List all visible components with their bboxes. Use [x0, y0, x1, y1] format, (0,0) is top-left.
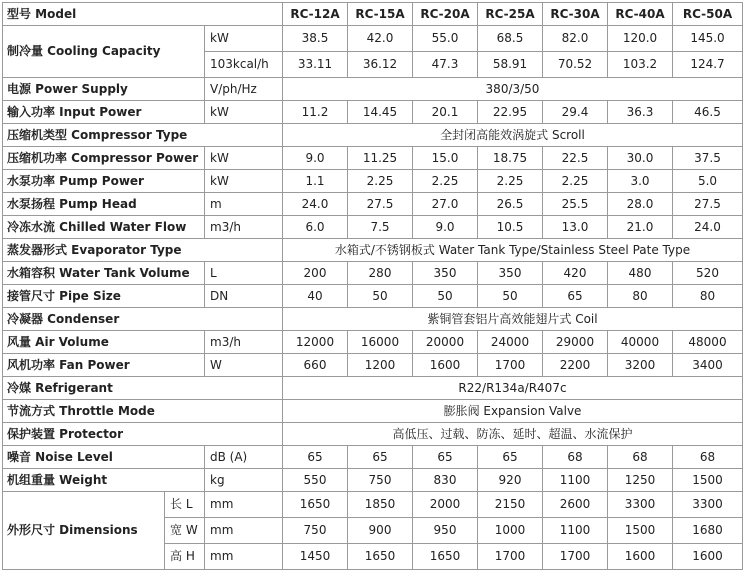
- water-tank-volume-row: [3, 262, 743, 285]
- value-cell: 24000: [478, 331, 543, 354]
- compressor-power-label: 压缩机功率 Compressor Power: [3, 147, 205, 170]
- cooling-row-kw: [3, 26, 743, 52]
- model-header: RC-15A: [348, 3, 413, 26]
- throttle-mode-row: [3, 400, 743, 423]
- value-cell: 27.0: [413, 193, 478, 216]
- noise-level-row: [3, 446, 743, 469]
- value-cell: 520: [673, 262, 743, 285]
- fan-power-label: 风机功率 Fan Power: [3, 354, 205, 377]
- value-cell: 3.0: [608, 170, 673, 193]
- value-cell: 28.0: [608, 193, 673, 216]
- condenser-row: [3, 308, 743, 331]
- protector-value: 高低压、过载、防冻、延时、超温、水流保护: [283, 423, 743, 446]
- value-cell: 2200: [543, 354, 608, 377]
- value-cell: 3400: [673, 354, 743, 377]
- unit-cell: V/ph/Hz: [205, 78, 283, 101]
- value-cell: 2150: [478, 492, 543, 518]
- value-cell: 80: [673, 285, 743, 308]
- value-cell: 280: [348, 262, 413, 285]
- compressor-type-label: 压缩机类型 Compressor Type: [3, 124, 283, 147]
- value-cell: 550: [283, 469, 348, 492]
- value-cell: 68.5: [478, 26, 543, 52]
- throttle-mode-value: 膨胀阀 Expansion Valve: [283, 400, 743, 423]
- dimensions-row-length: [3, 492, 743, 518]
- pump-head-label: 水泵扬程 Pump Head: [3, 193, 205, 216]
- value-cell: 750: [283, 518, 348, 544]
- value-cell: 24.0: [283, 193, 348, 216]
- value-cell: 65: [478, 446, 543, 469]
- evaporator-type-value: 水箱式/不锈钢板式 Water Tank Type/Stainless Steel Pate Type: [283, 239, 743, 262]
- value-cell: 20000: [413, 331, 478, 354]
- air-volume-row: [3, 331, 743, 354]
- unit-cell: DN: [205, 285, 283, 308]
- value-cell: 65: [413, 446, 478, 469]
- compressor-type-row: [3, 124, 743, 147]
- value-cell: 1500: [608, 518, 673, 544]
- value-cell: 27.5: [673, 193, 743, 216]
- value-cell: 40: [283, 285, 348, 308]
- value-cell: 11.2: [283, 101, 348, 124]
- pump-power-label: 水泵功率 Pump Power: [3, 170, 205, 193]
- value-cell: 660: [283, 354, 348, 377]
- chilled-water-flow-label: 冷冻水流 Chilled Water Flow: [3, 216, 205, 239]
- value-cell: 46.5: [673, 101, 743, 124]
- value-cell: 350: [478, 262, 543, 285]
- value-cell: 1700: [478, 354, 543, 377]
- dimension-sub-label: 宽 W: [165, 518, 205, 544]
- weight-row: [3, 469, 743, 492]
- chilled-water-flow-row: [3, 216, 743, 239]
- value-cell: 50: [478, 285, 543, 308]
- value-cell: 1600: [413, 354, 478, 377]
- value-cell: 1100: [543, 469, 608, 492]
- value-cell: 58.91: [478, 52, 543, 78]
- unit-cell: m3/h: [205, 216, 283, 239]
- cooling-label: 制冷量 Cooling Capacity: [3, 26, 205, 78]
- value-cell: 26.5: [478, 193, 543, 216]
- value-cell: 82.0: [543, 26, 608, 52]
- value-cell: 1.1: [283, 170, 348, 193]
- value-cell: 1650: [348, 544, 413, 570]
- value-cell: 1000: [478, 518, 543, 544]
- compressor-type-value: 全封闭高能效涡旋式 Scroll: [283, 124, 743, 147]
- evaporator-type-label: 蒸发器形式 Evaporator Type: [3, 239, 283, 262]
- value-cell: 920: [478, 469, 543, 492]
- value-cell: 1600: [673, 544, 743, 570]
- spec-table: [2, 2, 743, 570]
- pipe-size-label: 接管尺寸 Pipe Size: [3, 285, 205, 308]
- value-cell: 25.5: [543, 193, 608, 216]
- value-cell: 42.0: [348, 26, 413, 52]
- model-header: RC-40A: [608, 3, 673, 26]
- header-label: 型号 Model: [3, 3, 283, 26]
- unit-cell: W: [205, 354, 283, 377]
- power-supply-label: 电源 Power Supply: [3, 78, 205, 101]
- value-cell: 7.5: [348, 216, 413, 239]
- refrigerant-value: R22/R134a/R407c: [283, 377, 743, 400]
- value-cell: 1100: [543, 518, 608, 544]
- value-cell: 40000: [608, 331, 673, 354]
- value-cell: 27.5: [348, 193, 413, 216]
- value-cell: 5.0: [673, 170, 743, 193]
- model-header: RC-12A: [283, 3, 348, 26]
- value-cell: 12000: [283, 331, 348, 354]
- value-cell: 1680: [673, 518, 743, 544]
- value-cell: 3300: [673, 492, 743, 518]
- value-cell: 29.4: [543, 101, 608, 124]
- model-header: RC-20A: [413, 3, 478, 26]
- input-power-label: 输入功率 Input Power: [3, 101, 205, 124]
- unit-cell: kW: [205, 170, 283, 193]
- spec-table-container: [2, 2, 747, 582]
- evaporator-type-row: [3, 239, 743, 262]
- value-cell: 21.0: [608, 216, 673, 239]
- value-cell: 48000: [673, 331, 743, 354]
- value-cell: 65: [543, 285, 608, 308]
- value-cell: 1450: [283, 544, 348, 570]
- unit-cell: dB (A): [205, 446, 283, 469]
- unit-cell: 103kcal/h: [205, 52, 283, 78]
- unit-cell: mm: [205, 518, 283, 544]
- model-header: RC-50A: [673, 3, 743, 26]
- refrigerant-row: [3, 377, 743, 400]
- value-cell: 2600: [543, 492, 608, 518]
- header-row: [3, 3, 743, 26]
- value-cell: 68: [608, 446, 673, 469]
- unit-cell: mm: [205, 544, 283, 570]
- value-cell: 70.52: [543, 52, 608, 78]
- refrigerant-label: 冷媒 Refrigerant: [3, 377, 283, 400]
- value-cell: 1700: [478, 544, 543, 570]
- value-cell: 900: [348, 518, 413, 544]
- value-cell: 22.5: [543, 147, 608, 170]
- value-cell: 36.3: [608, 101, 673, 124]
- value-cell: 10.5: [478, 216, 543, 239]
- model-header: RC-25A: [478, 3, 543, 26]
- value-cell: 3200: [608, 354, 673, 377]
- value-cell: 120.0: [608, 26, 673, 52]
- dimensions-label: 外形尺寸 Dimensions: [3, 492, 165, 570]
- value-cell: 950: [413, 518, 478, 544]
- value-cell: 50: [348, 285, 413, 308]
- value-cell: 145.0: [673, 26, 743, 52]
- value-cell: 24.0: [673, 216, 743, 239]
- value-cell: 22.95: [478, 101, 543, 124]
- value-cell: 2.25: [543, 170, 608, 193]
- condenser-label: 冷凝器 Condenser: [3, 308, 283, 331]
- weight-label: 机组重量 Weight: [3, 469, 205, 492]
- value-cell: 16000: [348, 331, 413, 354]
- unit-cell: m: [205, 193, 283, 216]
- value-cell: 103.2: [608, 52, 673, 78]
- unit-cell: kW: [205, 147, 283, 170]
- value-cell: 9.0: [413, 216, 478, 239]
- value-cell: 14.45: [348, 101, 413, 124]
- value-cell: 20.1: [413, 101, 478, 124]
- unit-cell: L: [205, 262, 283, 285]
- compressor-power-row: [3, 147, 743, 170]
- value-cell: 11.25: [348, 147, 413, 170]
- unit-cell: kg: [205, 469, 283, 492]
- value-cell: 47.3: [413, 52, 478, 78]
- air-volume-label: 风量 Air Volume: [3, 331, 205, 354]
- value-cell: 37.5: [673, 147, 743, 170]
- value-cell: 13.0: [543, 216, 608, 239]
- value-cell: 830: [413, 469, 478, 492]
- value-cell: 2000: [413, 492, 478, 518]
- value-cell: 18.75: [478, 147, 543, 170]
- water-tank-volume-label: 水箱容积 Water Tank Volume: [3, 262, 205, 285]
- value-cell: 50: [413, 285, 478, 308]
- protector-row: [3, 423, 743, 446]
- pump-head-row: [3, 193, 743, 216]
- value-cell: 350: [413, 262, 478, 285]
- value-cell: 30.0: [608, 147, 673, 170]
- power-supply-row: [3, 78, 743, 101]
- value-cell: 9.0: [283, 147, 348, 170]
- value-cell: 29000: [543, 331, 608, 354]
- value-cell: 68: [673, 446, 743, 469]
- value-cell: 80: [608, 285, 673, 308]
- pipe-size-row: [3, 285, 743, 308]
- pump-power-row: [3, 170, 743, 193]
- value-cell: 420: [543, 262, 608, 285]
- value-cell: 1250: [608, 469, 673, 492]
- power-supply-value: 380/3/50: [283, 78, 743, 101]
- value-cell: 1500: [673, 469, 743, 492]
- value-cell: 1700: [543, 544, 608, 570]
- value-cell: 750: [348, 469, 413, 492]
- unit-cell: kW: [205, 26, 283, 52]
- unit-cell: m3/h: [205, 331, 283, 354]
- value-cell: 1200: [348, 354, 413, 377]
- value-cell: 3300: [608, 492, 673, 518]
- value-cell: 124.7: [673, 52, 743, 78]
- value-cell: 1650: [413, 544, 478, 570]
- value-cell: 6.0: [283, 216, 348, 239]
- model-header: RC-30A: [543, 3, 608, 26]
- unit-cell: mm: [205, 492, 283, 518]
- input-power-row: [3, 101, 743, 124]
- dimension-sub-label: 高 H: [165, 544, 205, 570]
- value-cell: 1650: [283, 492, 348, 518]
- value-cell: 1600: [608, 544, 673, 570]
- value-cell: 33.11: [283, 52, 348, 78]
- value-cell: 480: [608, 262, 673, 285]
- dimension-sub-label: 长 L: [165, 492, 205, 518]
- value-cell: 200: [283, 262, 348, 285]
- condenser-value: 紫铜管套铝片高效能翅片式 Coil: [283, 308, 743, 331]
- value-cell: 65: [348, 446, 413, 469]
- value-cell: 1850: [348, 492, 413, 518]
- value-cell: 38.5: [283, 26, 348, 52]
- protector-label: 保护装置 Protector: [3, 423, 283, 446]
- value-cell: 2.25: [478, 170, 543, 193]
- value-cell: 55.0: [413, 26, 478, 52]
- unit-cell: kW: [205, 101, 283, 124]
- value-cell: 68: [543, 446, 608, 469]
- value-cell: 36.12: [348, 52, 413, 78]
- throttle-mode-label: 节流方式 Throttle Mode: [3, 400, 283, 423]
- noise-level-label: 噪音 Noise Level: [3, 446, 205, 469]
- value-cell: 15.0: [413, 147, 478, 170]
- value-cell: 2.25: [413, 170, 478, 193]
- value-cell: 2.25: [348, 170, 413, 193]
- value-cell: 65: [283, 446, 348, 469]
- fan-power-row: [3, 354, 743, 377]
